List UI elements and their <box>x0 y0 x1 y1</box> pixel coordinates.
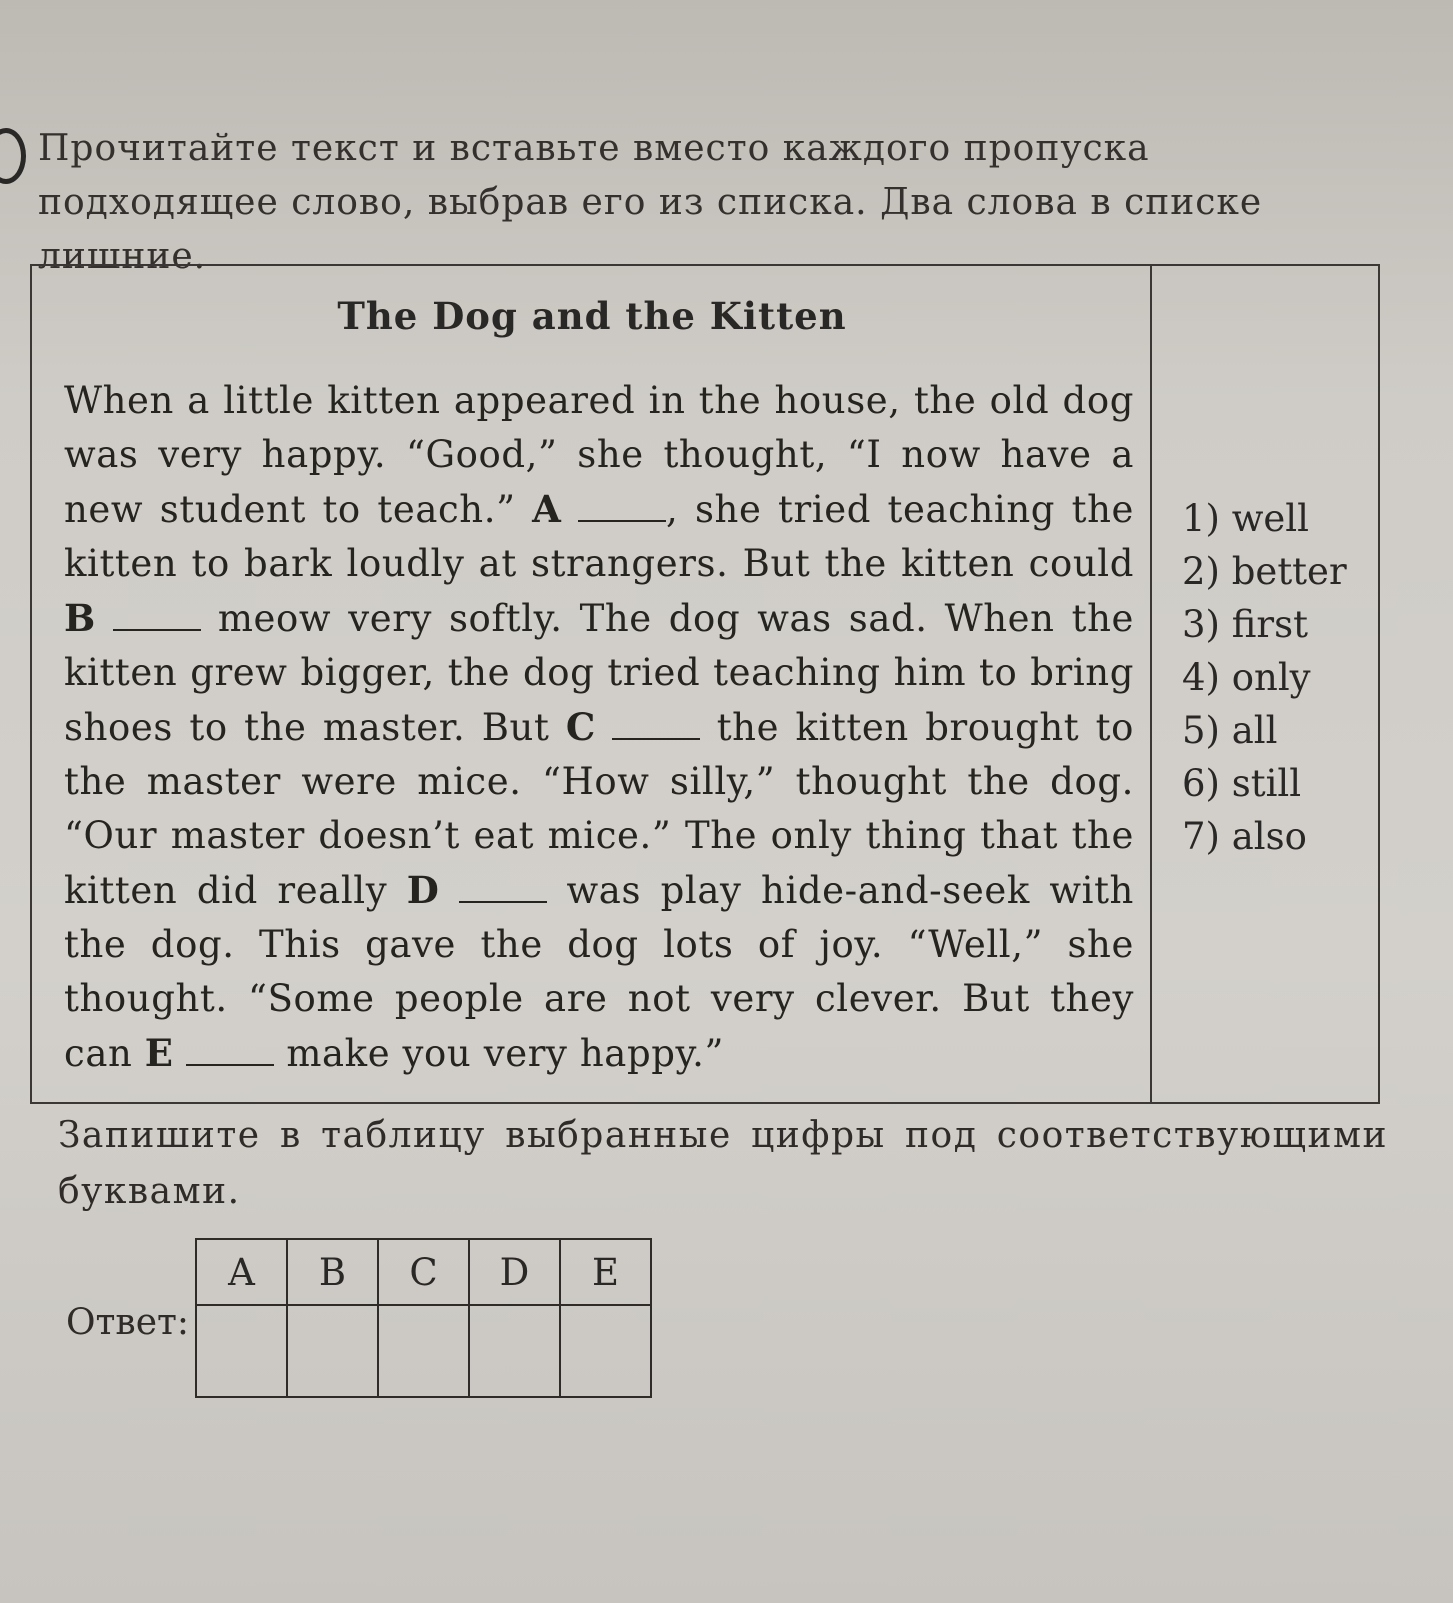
word-option: 3) first <box>1182 603 1308 646</box>
gap-blank-a[interactable] <box>578 492 666 522</box>
answer-header-b: B <box>287 1239 378 1305</box>
story-title: The Dog and the Kitten <box>337 294 847 338</box>
story-part: When a little kitten appeared in the house, the old dog was very happy. “Good,” she thought, “I now have a new student to teach.” <box>64 379 1134 531</box>
answer-label: Ответ: <box>66 1302 190 1343</box>
task-instruction: Прочитайте текст и вставьте вместо каждого пропуска подходящее слово, выбрав его из списка. Два слова в списке лишние. <box>38 128 1263 277</box>
gap-letter-a: A <box>532 487 562 531</box>
word-options-list <box>1182 492 1372 863</box>
word-option: 2) better <box>1182 550 1347 593</box>
story-column <box>32 266 1152 1102</box>
answer-cell-c[interactable] <box>378 1305 469 1397</box>
gap-letter-b: B <box>64 596 96 640</box>
answer-cell-d[interactable] <box>469 1305 560 1397</box>
word-option: 5) all <box>1182 709 1278 752</box>
answer-cell-a[interactable] <box>196 1305 287 1397</box>
story-part: make you very happy.” <box>273 1032 724 1075</box>
answer-header-d: D <box>469 1239 560 1305</box>
exercise-box <box>30 264 1380 1104</box>
gap-letter-d: D <box>406 868 440 912</box>
answer-value-row <box>196 1305 651 1397</box>
story-text <box>64 374 1134 1081</box>
story-part: , she tried teaching the kitten to bark loudly at strangers. But the kitten could <box>64 488 1134 585</box>
answer-header-a: A <box>196 1239 287 1305</box>
answer-cell-e[interactable] <box>560 1305 651 1397</box>
word-option: 7) also <box>1182 815 1307 858</box>
word-option: 6) still <box>1182 762 1302 805</box>
word-option: 1) well <box>1182 497 1309 540</box>
gap-letter-e: E <box>144 1031 174 1075</box>
record-instruction: Запишите в таблицу выбранные цифры под соответствующими буквами. <box>58 1115 1388 1212</box>
answer-table <box>195 1238 652 1398</box>
answer-cell-b[interactable] <box>287 1305 378 1397</box>
gap-blank-d[interactable] <box>459 873 547 903</box>
task-number-marker <box>0 128 26 184</box>
answer-header-row <box>196 1239 651 1305</box>
story-part: the kitten brought to the master were mice. “How silly,” thought the dog. “Our master doesn’t eat mice.” The only thing that the kitten did really <box>64 706 1134 912</box>
answer-header-e: E <box>560 1239 651 1305</box>
gap-blank-c[interactable] <box>612 710 700 740</box>
gap-blank-e[interactable] <box>186 1036 274 1066</box>
gap-blank-b[interactable] <box>113 601 201 631</box>
word-option: 4) only <box>1182 656 1311 699</box>
story-part: was play hide-and-seek with the dog. This gave the dog lots of joy. “Well,” she thought. “Some people are not very clever. But they can <box>64 869 1134 1075</box>
story-part: meow very softly. The dog was sad. When the kitten grew bigger, the dog tried teaching him to bring shoes to the master. But <box>64 597 1134 749</box>
answer-header-c: C <box>378 1239 469 1305</box>
gap-letter-c: C <box>565 705 596 749</box>
